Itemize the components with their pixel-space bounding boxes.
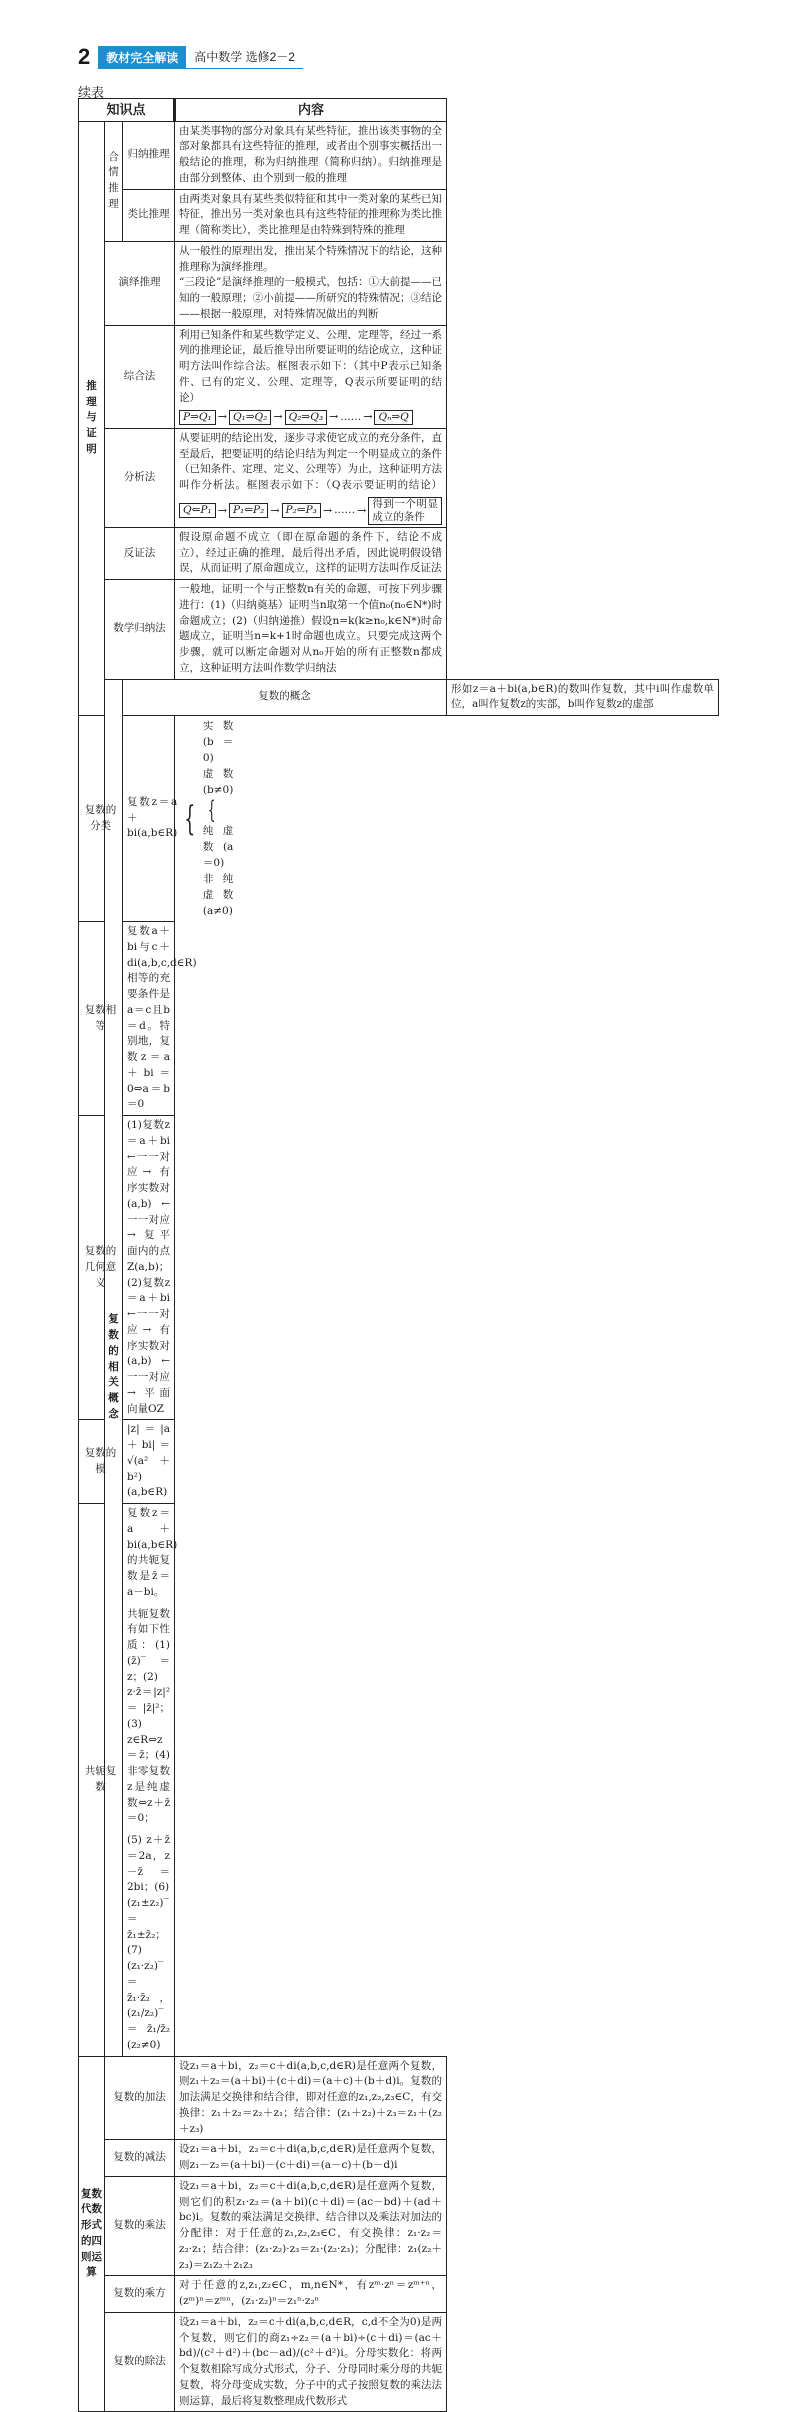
flow-box: Q₁⇒Q₂ — [229, 410, 271, 425]
item-label: 复数的乘方 — [105, 2276, 175, 2313]
category-label: 推理与证明 — [86, 379, 97, 455]
item-content: 复数a＋bi与c＋di(a,b,c,d∈R)相等的充要条件是a＝c且b＝d。特别地，复数z＝a＋bi＝0⇔a＝b＝0 — [123, 922, 175, 1116]
item-label: 数学归纳法 — [105, 580, 175, 680]
table-row — [79, 679, 719, 716]
class-pure: 纯虚数(a＝0) — [202, 825, 234, 869]
synthesis-flowchart: P⇒Q₁ → Q₁⇒Q₂ → Q₂⇒Q₃ → …… → Qₙ⇒Q — [179, 409, 413, 426]
subcategory-plausible: 合情推理 — [105, 121, 123, 241]
item-label: 复数的模 — [79, 1420, 123, 1504]
item-content: 对于任意的z,z₁,z₂∈C，m,n∈N*，有zᵐ·zⁿ＝zᵐ⁺ⁿ，(zᵐ)ⁿ＝zᵐⁿ，(z₁·z₂)ⁿ＝z₁ⁿ·z₂ⁿ — [175, 2276, 447, 2313]
table-row — [79, 2276, 719, 2313]
item-label: 复数的几何意义 — [79, 1116, 123, 1420]
item-content: |z|＝|a＋bi|＝√(a²＋b²)(a,b∈R) — [123, 1420, 175, 1504]
item-label: 复数的加法 — [105, 2056, 175, 2140]
item-label: 反证法 — [105, 527, 175, 579]
item-content: 一般地，证明一个与正整数n有关的命题，可按下列步骤进行：(1)（归纳奠基）证明当n取第一个值n₀(n₀∈N*)时命题成立；(2)（归纳递推）假设n=k(k≥n₀,k∈N*)时命题成立，证明当n=k+1时命题也成立。只要完成这两个步骤，就可以断定命题对从n₀开始的所有正整数n都成立，这种证明方法叫作数学归纳法 — [175, 580, 447, 680]
table-row — [79, 2176, 719, 2276]
table-row — [79, 580, 719, 680]
item-label: 复数的除法 — [105, 2312, 175, 2412]
table-header-row — [79, 99, 719, 122]
table-row — [79, 121, 719, 189]
continued-label: 续表 — [78, 85, 105, 100]
header-content: 内容 — [175, 99, 447, 122]
table-row — [79, 2056, 719, 2140]
item-content: 利用已知条件和某些数学定义、公理、定理等，经过一系列的推理论证，最后推导出所要证明的结论成立，这种证明方法叫作综合法。框图表示如下：（其中P表示已知条件、已有的定义、公理、定理等，Q表示所要证明的结论） P⇒Q₁ → Q₁⇒Q₂ → Q₂⇒Q₃ → …… → Qₙ⇒Q — [175, 325, 447, 428]
table-row — [79, 428, 719, 527]
item-content: (1)复数z＝a＋bi ←一一对应→ 有序实数对(a,b) ←一一对应→ 复平面内的点Z(a,b)；(2)复数z＝a＋bi ←一一对应→ 有序实数对(a,b) ←一一对应→ 平面向量OZ — [123, 1116, 175, 1420]
item-content: 复数z＝a＋bi(a,b∈R)的共轭复数是z̄＝a－bi。 共轭复数有如下性质：(1) (z̄)‾＝z；(2) z·z̄＝|z|²＝|z̄|²；(3) z∈R⇔z＝z̄；(4)非零复数z是纯虚数⇔z＋z̄＝0； (5) z＋z̄＝2a，z－z̄＝2bi；(6) (z₁±z₂)‾＝z̄₁±z̄₂；(7) (z₁·z₂)‾＝z̄₁·z̄₂，(z₁/z₂)‾＝z̄₁/z̄₂ (z₂≠0) — [123, 1504, 175, 2057]
item-content: 假设原命题不成立（即在原命题的条件下，结论不成立），经过正确的推理，最后得出矛盾，因此说明假设错误，从而证明了原命题成立，这样的证明方法叫作反证法 — [175, 527, 447, 579]
class-imag: 虚数(b≠0) — [202, 768, 234, 796]
flow-box: Qₙ⇒Q — [374, 410, 412, 425]
item-label: 演绎推理 — [105, 241, 175, 325]
table-row — [79, 2312, 719, 2412]
classification-tree: 复数z＝a＋bi(a,b∈R) { 实数(b＝0) 虚数(b≠0){ 纯虚数(a＝0) 非纯虚数(a≠0) — [127, 720, 234, 917]
knowledge-table — [78, 98, 719, 2412]
item-label: 类比推理 — [123, 189, 175, 241]
table-row — [79, 1420, 719, 1504]
table-row — [79, 189, 719, 241]
page-number: 2 — [78, 44, 91, 69]
flow-box: P₁⇐P₂ — [229, 503, 268, 518]
item-label: 复数的分类 — [79, 716, 123, 922]
course-title: 高中数学 选修2－2 — [186, 45, 303, 69]
item-content: 设z₁＝a＋bi，z₂＝c＋di(a,b,c,d∈R)是任意两个复数，则它们的积z₁·z₂＝(a＋bi)(c＋di)＝(ac－bd)＋(ad＋bc)i。复数的乘法满足交换律、结合律以及乘法对加法的分配律：对于任意的z₁,z₂,z₃∈C，有交换律：z₁·z₂＝z₂·z₁；结合律：(z₁·z₂)·z₃＝z₁·(z₂·z₃)；分配律：z₁(z₂＋z₃)＝z₁z₂＋z₁z₃ — [175, 2176, 447, 2276]
table-row — [79, 922, 719, 1116]
item-content: 由某类事物的部分对象具有某些特征，推出该类事物的全部对象都具有这些特征的推理，或者由个别事实概括出一般结论的推理，称为归纳推理（简称归纳）。归纳推理是由部分到整体、由个别到一般的推理 — [175, 121, 447, 189]
item-label: 复数的乘法 — [105, 2176, 175, 2276]
page-header — [78, 44, 303, 69]
table-row — [79, 716, 719, 922]
category-label: 复数代数形式的四则运算 — [81, 2187, 102, 2279]
flow-dots: …… — [334, 503, 356, 516]
item-label: 共轭复数 — [79, 1504, 123, 2057]
item-label: 分析法 — [105, 428, 175, 527]
table-row — [79, 241, 719, 325]
table-row — [79, 1504, 719, 2057]
class-real: 实数(b＝0) — [202, 720, 234, 764]
item-content: 由两类对象具有某些类似特征和其中一类对象的某些已知特征，推出另一类对象也具有这些特征的推理称为类比推理（简称类比），类比推理是由特殊到特殊的推理 — [175, 189, 447, 241]
category-label: 复数的相关概念 — [108, 1313, 119, 1420]
item-label: 复数的减法 — [105, 2140, 175, 2177]
item-label: 复数的概念 — [123, 679, 447, 716]
item-content: 设z₁＝a＋bi，z₂＝c＋di(a,b,c,d∈R)是任意两个复数，则z₁＋z₂＝(a＋bi)＋(c＋di)＝(a＋c)＋(b＋d)i。复数的加法满足交换律和结合律，即对任意的z₁,z₂,z₃∈C，有交换律：z₁＋z₂＝z₂＋z₁；结合律：(z₁＋z₂)＋z₃＝z₁＋(z₂＋z₃) — [175, 2056, 447, 2140]
flow-dots: …… — [340, 410, 362, 423]
flow-box: Q₂⇒Q₃ — [285, 410, 327, 425]
item-content — [123, 716, 234, 922]
flow-box: P₂⇐P₃ — [282, 503, 321, 518]
class-nonpure: 非纯虚数(a≠0) — [202, 873, 234, 917]
item-content: 设z₁＝a＋bi，z₂＝c＋di(a,b,c,d∈R)是任意两个复数，则z₁－z₂＝(a＋bi)－(c＋di)＝(a－c)＋(b－d)i — [175, 2140, 447, 2177]
book-title: 教材完全解读 — [98, 46, 186, 69]
table-row — [79, 1116, 719, 1420]
item-label: 综合法 — [105, 325, 175, 428]
table-row — [79, 2140, 719, 2177]
item-content: 从一般性的原理出发，推出某个特殊情况下的结论，这种推理称为演绎推理。 “三段论”是演绎推理的一般模式，包括：①大前提——已知的一般原理；②小前提——所研究的特殊情况；③结论——根据一般原理，对特殊情况做出的判断 — [175, 241, 447, 325]
category-complex-operations — [79, 2056, 105, 2412]
header-knowledge: 知识点 — [79, 99, 175, 122]
category-reasoning — [79, 121, 105, 716]
table-row — [79, 527, 719, 579]
analysis-flowchart: Q⇐P₁ → P₁⇐P₂ → P₂⇐P₃ → …… → 得到一个明显成立的条件 — [179, 497, 442, 525]
item-label: 复数相等 — [79, 922, 123, 1116]
flow-box: 得到一个明显成立的条件 — [368, 497, 442, 525]
flow-box: Q⇐P₁ — [179, 503, 216, 518]
item-content: 从要证明的结论出发，逐步寻求使它成立的充分条件，直至最后，把要证明的结论归结为判定一个明显成立的条件（已知条件、定理、定义、公理等）为止，这种证明方法叫作分析法。框图表示如下：（Q表示要证明的结论） Q⇐P₁ → P₁⇐P₂ → P₂⇐P₃ → …… → 得到一个明显成立的条件 — [175, 428, 447, 527]
item-label: 归纳推理 — [123, 121, 175, 189]
item-content: 形如z＝a＋bi(a,b∈R)的数叫作复数，其中i叫作虚数单位，a叫作复数z的实部，b叫作复数z的虚部 — [447, 679, 719, 716]
table-row — [79, 325, 719, 428]
item-content: 设z₁＝a＋bi，z₂＝c＋di(a,b,c,d∈R，c,d不全为0)是两个复数，则它们的商z₁÷z₂＝(a＋bi)÷(c＋di)＝(ac＋bd)/(c²＋d²)＋(bc－ad)/(c²＋d²)i。分母实数化：将两个复数相除写成分式形式，分子、分母同时乘分母的共轭复数，将分母变成实数，分子中的式子按照复数的乘法法则运算，最后将复数整理成代数形式 — [175, 2312, 447, 2412]
flow-box: P⇒Q₁ — [179, 410, 216, 425]
